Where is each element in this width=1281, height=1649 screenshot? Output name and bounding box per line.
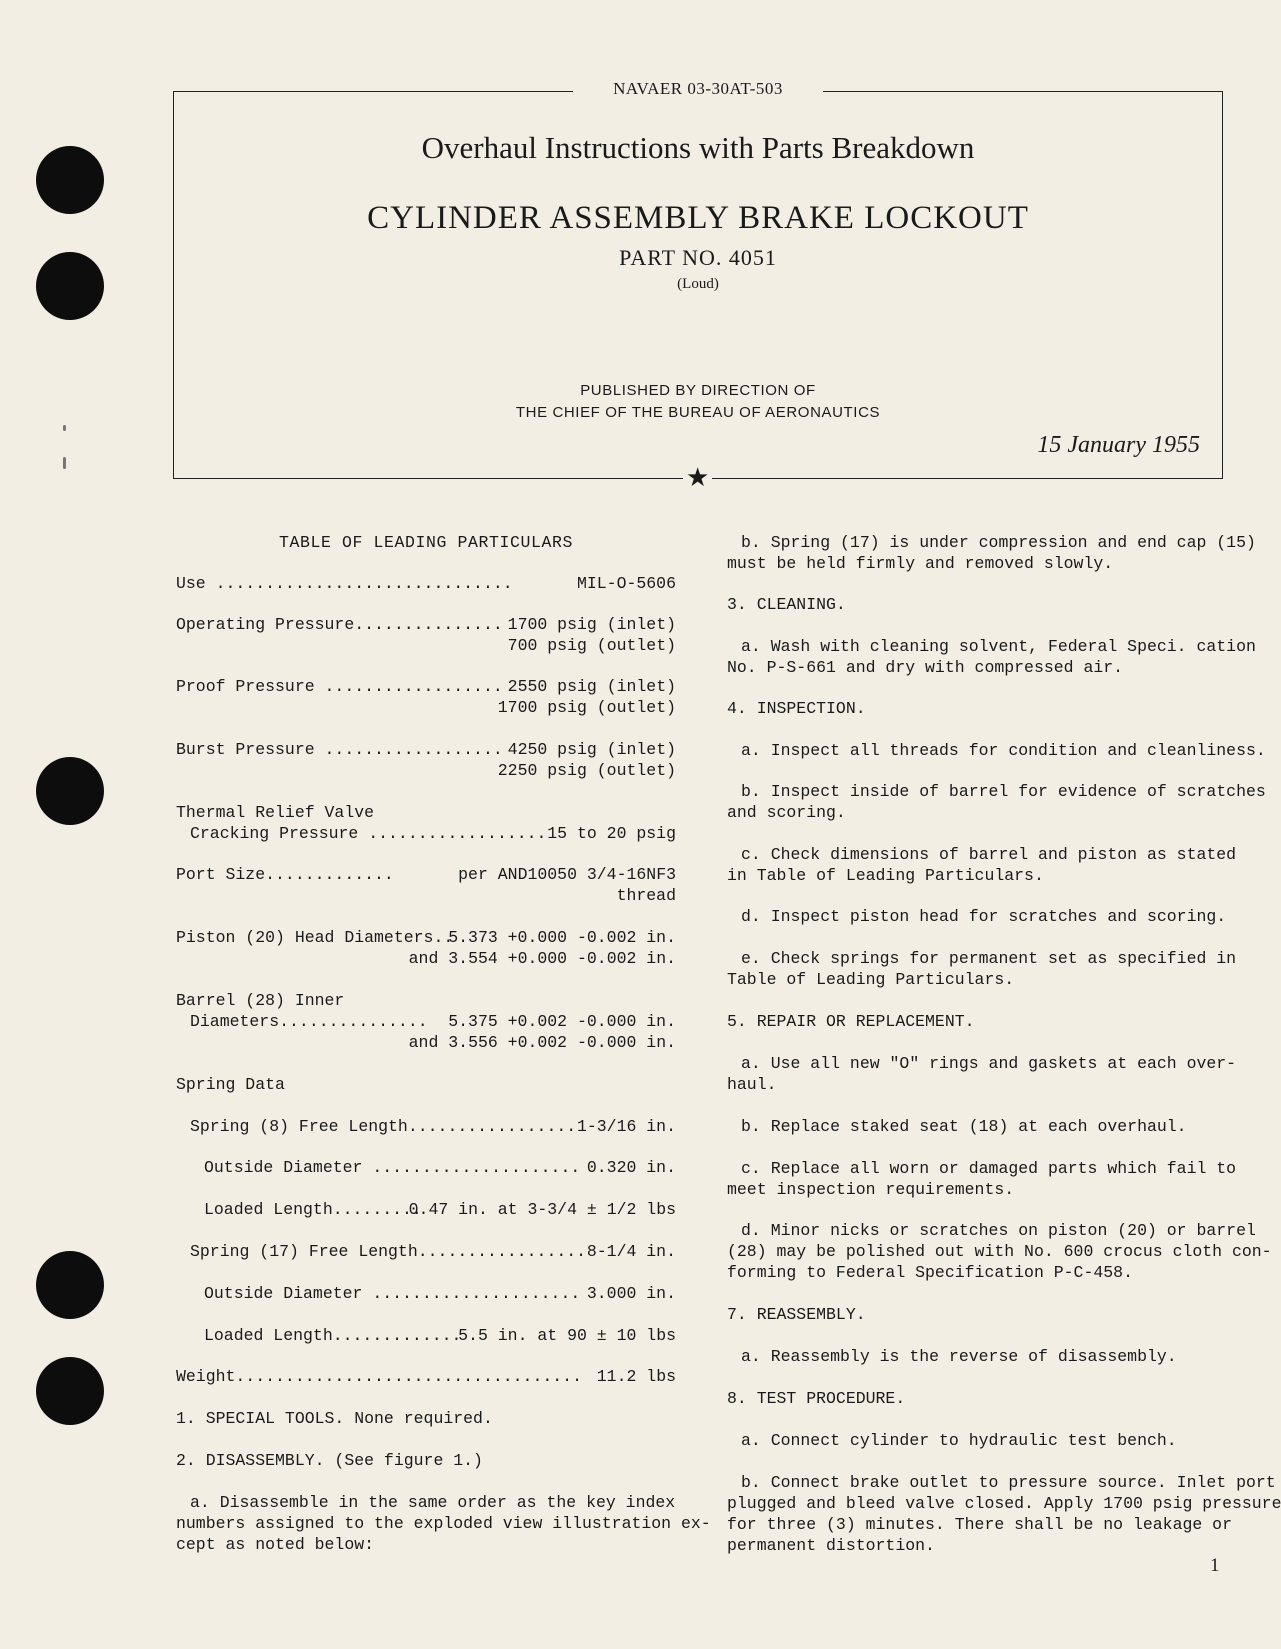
section-disassembly: 2. DISASSEMBLY. (See figure 1.)	[176, 1451, 483, 1470]
inspection-c-line-2: in Table of Leading Particulars.	[727, 866, 1044, 885]
published-line-2: THE CHIEF OF THE BUREAU OF AERONAUTICS	[515, 404, 881, 421]
binder-hole-4	[36, 1251, 104, 1319]
part-number: PART NO. 4051	[619, 245, 777, 270]
test-b-line-2: plugged and bleed valve closed. Apply 1700 psig pressure	[727, 1494, 1281, 1513]
reassembly-a: a. Reassembly is the reverse of disassembly.	[741, 1347, 1177, 1366]
page-number: 1	[1210, 1555, 1220, 1576]
scan-speck	[63, 425, 66, 431]
disassembly-b-line-1: b. Spring (17) is under compression and end cap (15)	[741, 533, 1256, 552]
published-line-1: PUBLISHED BY DIRECTION OF	[580, 382, 816, 399]
document-number: NAVAER 03-30AT-503	[578, 79, 818, 99]
document-title: Overhaul Instructions with Parts Breakdown	[421, 130, 975, 165]
repair-c-line-2: meet inspection requirements.	[727, 1180, 1015, 1199]
subject-title: CYLINDER ASSEMBLY BRAKE LOCKOUT	[367, 200, 1029, 236]
repair-d-line-1: d. Minor nicks or scratches on piston (20) or barrel	[741, 1221, 1256, 1240]
inspection-d: d. Inspect piston head for scratches and scoring.	[741, 907, 1227, 926]
inspection-b-line-2: and scoring.	[727, 803, 846, 822]
section-test-procedure: 8. TEST PROCEDURE.	[727, 1389, 906, 1408]
disassembly-a-line-3: cept as noted below:	[176, 1535, 375, 1554]
repair-c-line-1: c. Replace all worn or damaged parts which fail to	[741, 1159, 1237, 1178]
test-b-line-4: permanent distortion.	[727, 1536, 935, 1555]
repair-d-line-3: forming to Federal Specification P-C-458.	[727, 1263, 1133, 1282]
inspection-b-line-1: b. Inspect inside of barrel for evidence of scratches	[741, 782, 1266, 801]
test-b-line-3: for three (3) minutes. There shall be no leakage or	[727, 1515, 1232, 1534]
cleaning-a-line-2: No. P-S-661 and dry with compressed air.	[727, 658, 1124, 677]
binder-hole-3	[36, 757, 104, 825]
publication-date: 15 January 1955	[1037, 432, 1200, 458]
test-a: a. Connect cylinder to hydraulic test bench.	[741, 1431, 1177, 1450]
binder-hole-1	[36, 146, 104, 214]
inspection-a: a. Inspect all threads for condition and cleanliness.	[741, 741, 1266, 760]
inspection-e-line-2: Table of Leading Particulars.	[727, 970, 1015, 989]
section-special-tools: 1. SPECIAL TOOLS. None required.	[176, 1409, 493, 1428]
manufacturer: (Loud)	[677, 276, 719, 292]
section-repair: 5. REPAIR OR REPLACEMENT.	[727, 1012, 975, 1031]
repair-a-line-1: a. Use all new "O" rings and gaskets at each over-	[741, 1054, 1237, 1073]
repair-b: b. Replace staked seat (18) at each overhaul.	[741, 1117, 1187, 1136]
section-cleaning: 3. CLEANING.	[727, 595, 846, 614]
right-column	[727, 0, 1281, 1649]
table-title: TABLE OF LEADING PARTICULARS	[278, 533, 574, 552]
star-icon: ★	[686, 463, 710, 492]
cleaning-a-line-1: a. Wash with cleaning solvent, Federal Speci. cation	[741, 637, 1256, 656]
repair-d-line-2: (28) may be polished out with No. 600 crocus cloth con-	[727, 1242, 1272, 1261]
scan-speck	[63, 457, 66, 469]
inspection-e-line-1: e. Check springs for permanent set as specified in	[741, 949, 1237, 968]
binder-hole-5	[36, 1357, 104, 1425]
repair-a-line-2: haul.	[727, 1075, 777, 1094]
disassembly-a-line-2: numbers assigned to the exploded view illustration ex-	[176, 1514, 711, 1533]
disassembly-b-line-2: must be held firmly and removed slowly.	[727, 554, 1114, 573]
disassembly-a-line-1: a. Disassemble in the same order as the key index	[190, 1493, 676, 1512]
binder-hole-2	[36, 252, 104, 320]
section-inspection: 4. INSPECTION.	[727, 699, 866, 718]
test-b-line-1: b. Connect brake outlet to pressure source. Inlet port	[741, 1473, 1276, 1492]
section-reassembly: 7. REASSEMBLY.	[727, 1305, 866, 1324]
inspection-c-line-1: c. Check dimensions of barrel and piston as stated	[741, 845, 1237, 864]
left-column: TABLE OF LEADING PARTICULARS Use .............................. MIL-O-5606 Operating Pressure............... 1700 psig (inlet) 700 psig (outlet) Proof Pressure .................. 2550 psig (inlet) 1700 psig (outlet) Burst Pressure .................. 4250 psig (inlet) 2250 psig (outlet) Thermal Relief Valve Cracking Pressure .................. 15 to 20 psig Port Size............. per AND10050 3/4-16NF3 thread Piston (20) Head Diameters.. 5.373 +0.000 -0.002 in. and 3.554 +0.000 -0.002 in. Barrel (28) Inner Diameters............... 5.375 +0.002 -0.000 in. and 3.556 +0.002 -0.000 in. Spring Data Spring (8) Free Length................. 1-3/16 in. Outside Diameter ..................... 0.320 in. Loaded Length......... 0.47 in. at 3-3/4 ± 1/2 lbs Spring (17) Free Length................. 8-1/4 in. Outside Diameter ..................... 3.000 in. Loaded Length............. 5.5 in. at 90 ± 10 lbs Weight................................... 11.2 lbs 1. SPECIAL TOOLS. None required. 2. DISASSEMBLY. (See figure 1.) a. Disassemble in the same order as the key index numbers assigned to the exploded view illustration ex- cept as noted below:	[176, 533, 711, 1554]
